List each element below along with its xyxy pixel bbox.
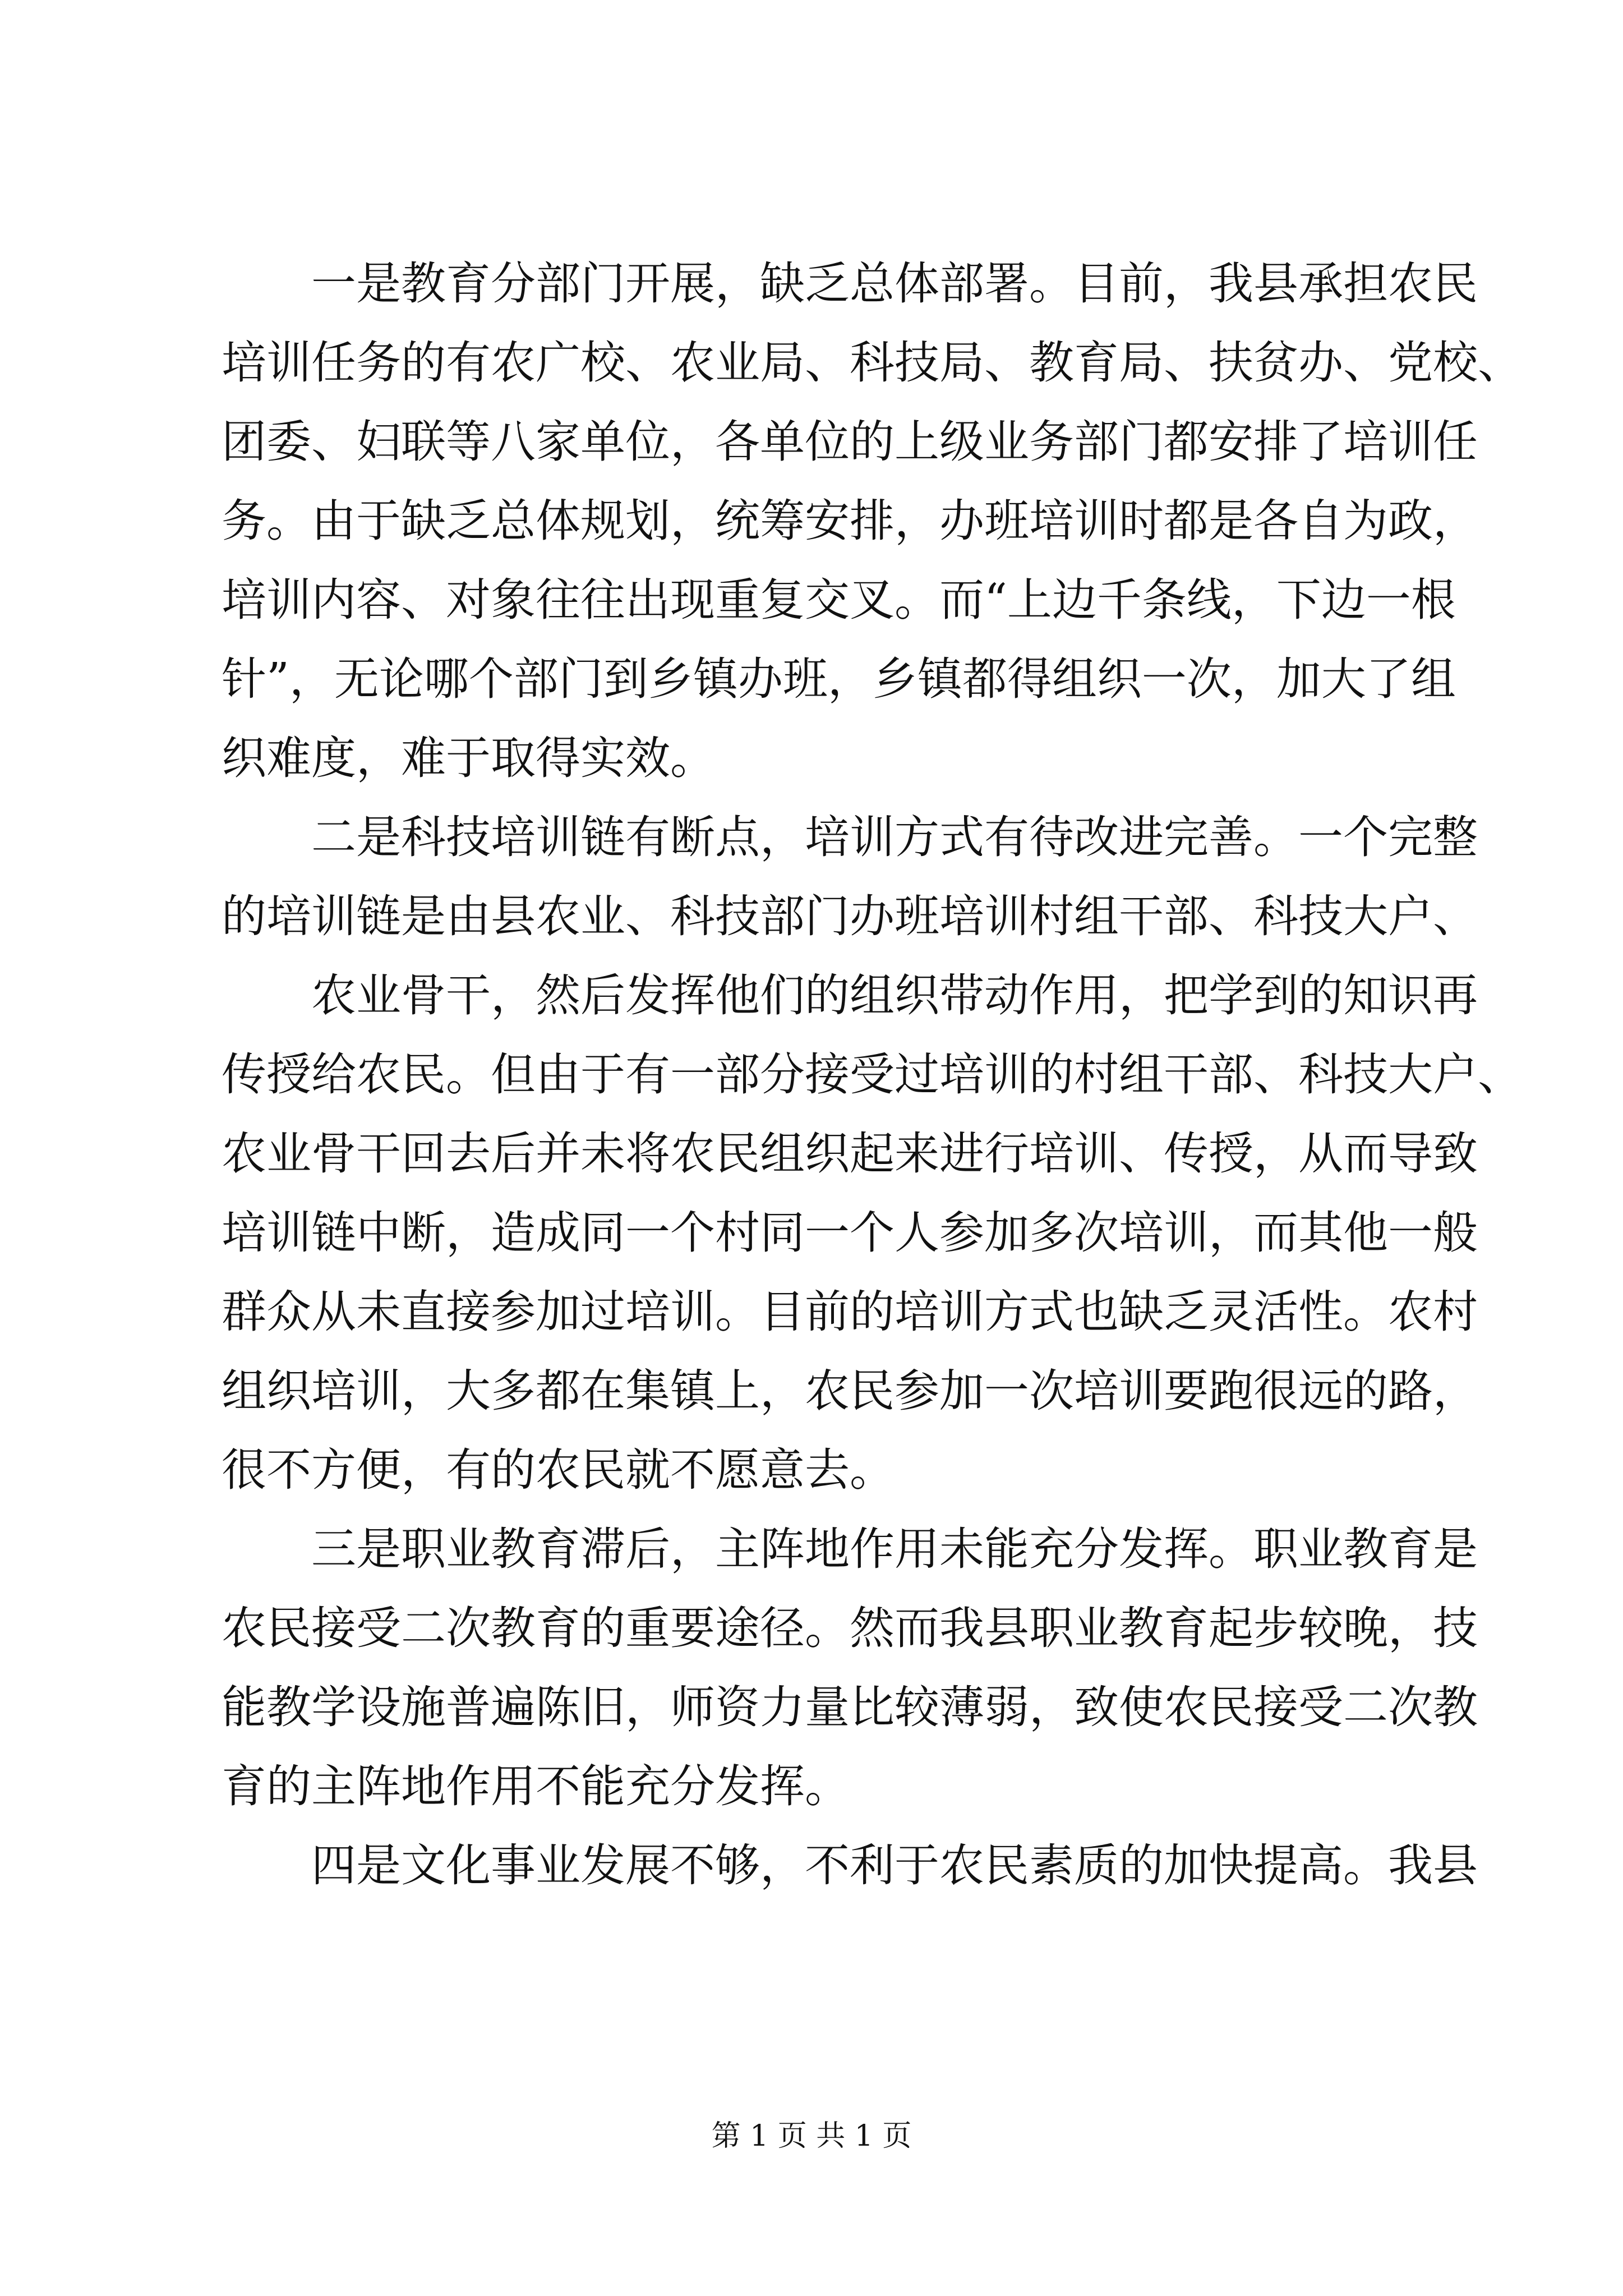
paragraph-line: 针”，无论哪个部门到乡镇办班，乡镇都得组织一次，加大了组 <box>222 653 1456 705</box>
paragraph-line: 农业骨干，然后发挥他们的组织带动作用，把学到的知识再 <box>311 969 1478 1022</box>
paragraph-line: 四是文化事业发展不够，不利于农民素质的加快提高。我县 <box>311 1839 1478 1892</box>
paragraph-line: 农民接受二次教育的重要途径。然而我县职业教育起步较晚，技 <box>222 1602 1478 1654</box>
paragraph-line: 三是职业教育滞后，主阵地作用未能充分发挥。职业教育是 <box>311 1523 1478 1575</box>
paragraph-line: 一是教育分部门开展，缺乏总体部署。目前，我县承担农民 <box>311 257 1478 310</box>
paragraph <box>222 1510 1478 1826</box>
paragraph-line: 培训链中断，造成同一个村同一个人参加多次培训，而其他一般 <box>222 1207 1478 1259</box>
paragraph-line: 培训内容、对象往往出现重复交叉。而“上边千条线，下边一根 <box>222 574 1456 626</box>
paragraph-line: 很不方便，有的农民就不愿意去。 <box>222 1444 895 1496</box>
paragraph-line: 农业骨干回去后并未将农民组织起来进行培训、传授，从而导致 <box>222 1128 1478 1180</box>
document-body <box>222 244 1523 1905</box>
paragraph <box>222 798 1478 956</box>
paragraph-line: 能教学设施普遍陈旧，师资力量比较薄弱，致使农民接受二次教 <box>222 1681 1478 1733</box>
paragraph-line: 群众从未直接参加过培训。目前的培训方式也缺乏灵活性。农村 <box>222 1286 1478 1338</box>
paragraph-line: 织难度，难于取得实效。 <box>222 732 715 784</box>
paragraph <box>222 956 1523 1510</box>
paragraph <box>222 1826 1478 1905</box>
page-footer: 第 1 页 共 1 页 <box>711 2119 912 2153</box>
paragraph-line: 传授给农民。但由于有一部分接受过培训的村组干部、科技大户、 <box>222 1048 1523 1101</box>
paragraph-line: 的培训链是由县农业、科技部门办班培训村组干部、科技大户、 <box>222 890 1478 942</box>
paragraph-line: 组织培训，大多都在集镇上，农民参加一次培训要跑很远的路， <box>222 1365 1478 1417</box>
paragraph <box>222 244 1523 798</box>
paragraph-line: 培训任务的有农广校、农业局、科技局、教育局、扶贫办、党校、 <box>222 337 1523 389</box>
paragraph-line: 育的主阵地作用不能充分发挥。 <box>222 1760 850 1812</box>
paragraph-line: 二是科技培训链有断点，培训方式有待改进完善。一个完整 <box>311 811 1478 863</box>
paragraph-line: 务。由于缺乏总体规划，统筹安排，办班培训时都是各自为政， <box>222 495 1478 547</box>
paragraph-line: 团委、妇联等八家单位，各单位的上级业务部门都安排了培训任 <box>222 416 1478 468</box>
